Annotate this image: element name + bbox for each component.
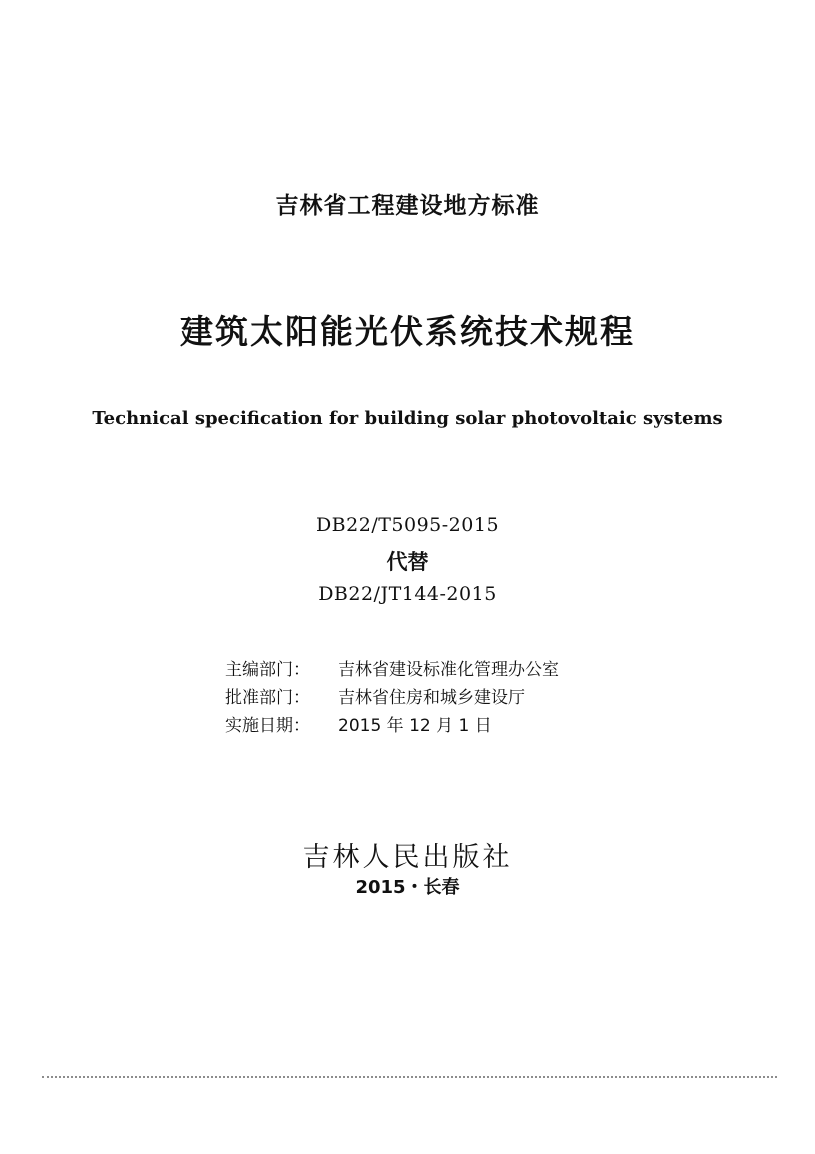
english-title: Technical specification for building solar photovoltaic systems [92, 408, 723, 429]
replaced-standard-code: DB22/JT144-2015 [318, 583, 497, 605]
bottom-scan-line [42, 1076, 777, 1078]
standard-series-title: 吉林省工程建设地方标准 [275, 193, 540, 219]
approval-department-value: 吉林省住房和城乡建设厅 [338, 688, 525, 708]
chief-editor-row [225, 656, 559, 684]
standard-code: DB22/T5095-2015 [315, 514, 500, 536]
publisher-name: 吉林人民出版社 [302, 842, 513, 873]
standard-information [225, 656, 559, 740]
implementation-date-row [225, 712, 559, 740]
chinese-title: 建筑太阳能光伏系统技术规程 [180, 312, 635, 351]
chief-editor-value: 吉林省建设标准化管理办公室 [338, 660, 559, 680]
replace-label: 代替 [386, 550, 429, 574]
chief-editor-label: 主编部门： [225, 660, 310, 680]
approval-department-row [225, 684, 559, 712]
approval-department-label: 批准部门： [225, 688, 310, 708]
implementation-date-value: 2015 年 12 月 1 日 [338, 716, 492, 736]
publication-place-year: 2015・长春 [355, 877, 460, 898]
implementation-date-label: 实施日期： [225, 716, 310, 736]
